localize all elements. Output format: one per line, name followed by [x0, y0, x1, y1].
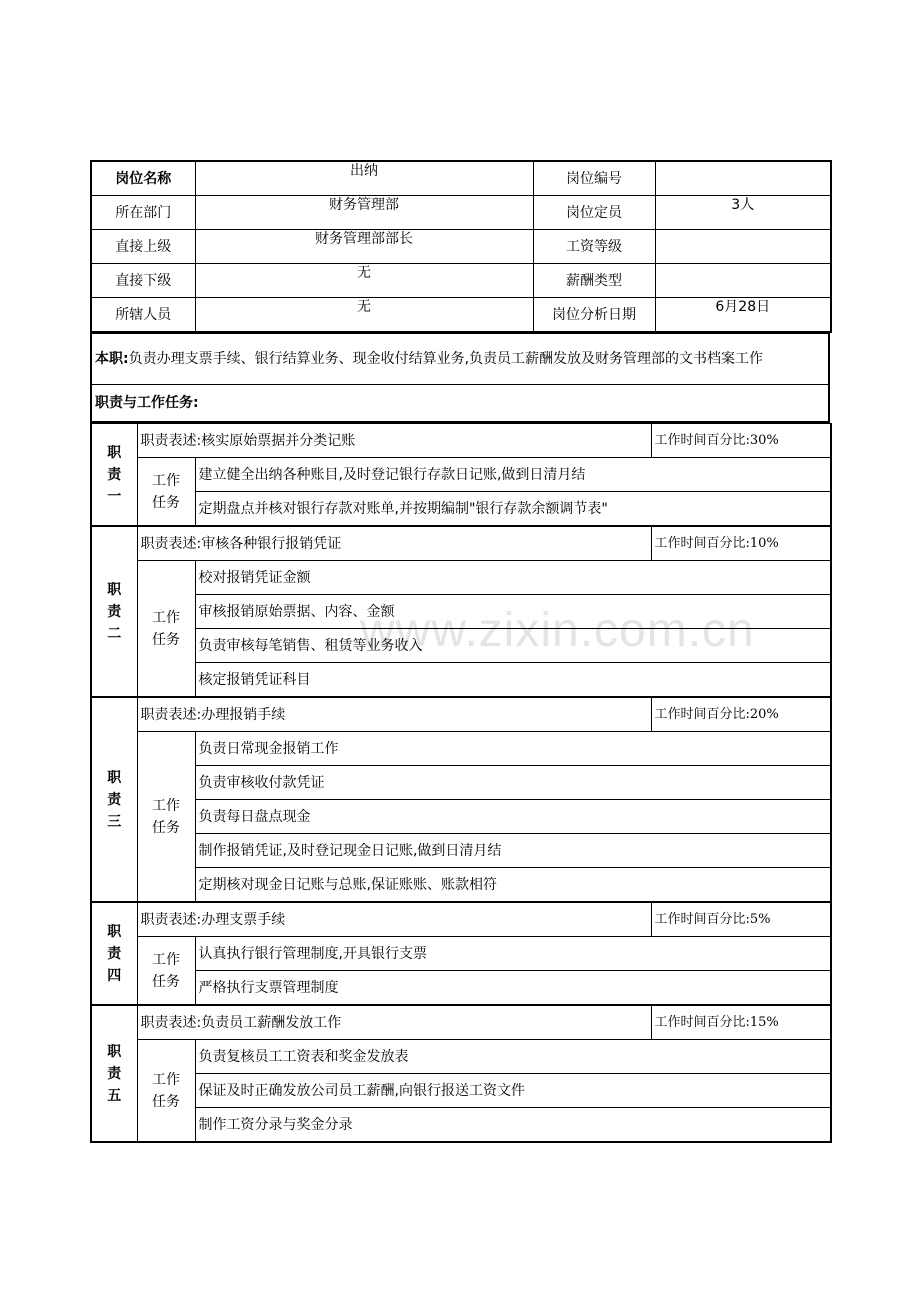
- summary-text: 负责办理支票手续、银行结算业务、现金收付结算业务,负责员工薪酬发放及财务管理部的文书档案工作: [128, 351, 764, 367]
- task-row: [91, 1040, 831, 1074]
- field-label: 直接上级: [91, 230, 195, 264]
- task-item: 认真执行银行管理制度,开具银行支票: [195, 937, 831, 971]
- task-item: 校对报销凭证金额: [195, 561, 831, 595]
- time-percentage: 工作时间百分比:30%: [651, 424, 831, 458]
- field-value: 无: [195, 264, 533, 298]
- task-row: [91, 663, 831, 698]
- duty-name: 职责四: [91, 902, 137, 1005]
- task-item: 负责复核员工工资表和奖金发放表: [195, 1040, 831, 1074]
- task-row: [91, 492, 831, 527]
- field-label: 薪酬类型: [533, 264, 655, 298]
- task-row: [91, 561, 831, 595]
- task-item: 定期核对现金日记账与总账,保证账账、账款相符: [195, 868, 831, 903]
- field-label: 岗位编号: [533, 161, 655, 196]
- summary-cell: [91, 334, 829, 385]
- task-item: 负责每日盘点现金: [195, 800, 831, 834]
- task-row: [91, 766, 831, 800]
- header-row: [91, 264, 831, 298]
- time-percentage: 工作时间百分比:10%: [651, 526, 831, 561]
- task-row: [91, 629, 831, 663]
- task-item: 负责日常现金报销工作: [195, 732, 831, 766]
- task-row: [91, 800, 831, 834]
- task-label: 工作任务: [137, 732, 195, 903]
- task-row: [91, 1108, 831, 1143]
- task-item: 负责审核收付款凭证: [195, 766, 831, 800]
- task-row: [91, 971, 831, 1006]
- task-row: [91, 868, 831, 903]
- field-value: 6月28日: [655, 298, 831, 333]
- task-row: [91, 595, 831, 629]
- field-value: [655, 264, 831, 298]
- duty-name: 职责一: [91, 424, 137, 527]
- summary-table: [90, 333, 830, 423]
- task-item: 审核报销原始票据、内容、金额: [195, 595, 831, 629]
- duty-desc-row: [91, 902, 831, 937]
- task-item: 制作报销凭证,及时登记现金日记账,做到日清月结: [195, 834, 831, 868]
- task-row: [91, 834, 831, 868]
- field-label: 所辖人员: [91, 298, 195, 333]
- duty-desc-row: [91, 526, 831, 561]
- duty-description: 职责表述:办理支票手续: [137, 902, 651, 937]
- duty-description: 职责表述:负责员工薪酬发放工作: [137, 1005, 651, 1040]
- duty-desc-row: [91, 697, 831, 732]
- watermark: www.zixin.com.cn: [360, 604, 755, 657]
- field-value: [655, 230, 831, 264]
- field-label: 所在部门: [91, 196, 195, 230]
- section-title: 职责与工作任务:: [91, 385, 829, 423]
- duties-table: [90, 423, 832, 1143]
- header-row: [91, 161, 831, 196]
- field-value: 无: [195, 298, 533, 333]
- field-value: 3人: [655, 196, 831, 230]
- field-value: 财务管理部部长: [195, 230, 533, 264]
- field-value: 财务管理部: [195, 196, 533, 230]
- duty-name: 职责三: [91, 697, 137, 902]
- header-table: [90, 160, 832, 333]
- task-row: [91, 732, 831, 766]
- task-item: 保证及时正确发放公司员工薪酬,向银行报送工资文件: [195, 1074, 831, 1108]
- time-percentage: 工作时间百分比:5%: [651, 902, 831, 937]
- task-item: 建立健全出纳各种账目,及时登记银行存款日记账,做到日清月结: [195, 458, 831, 492]
- time-percentage: 工作时间百分比:20%: [651, 697, 831, 732]
- task-item: 制作工资分录与奖金分录: [195, 1108, 831, 1143]
- task-item: 核定报销凭证科目: [195, 663, 831, 698]
- field-label: 直接下级: [91, 264, 195, 298]
- field-label: 工资等级: [533, 230, 655, 264]
- duty-description: 职责表述:审核各种银行报销凭证: [137, 526, 651, 561]
- task-label: 工作任务: [137, 458, 195, 527]
- field-label: 岗位分析日期: [533, 298, 655, 333]
- duty-description: 职责表述:核实原始票据并分类记账: [137, 424, 651, 458]
- duty-name: 职责五: [91, 1005, 137, 1142]
- header-row: [91, 196, 831, 230]
- field-label: 岗位名称: [91, 161, 195, 196]
- header-row: [91, 230, 831, 264]
- duty-name: 职责二: [91, 526, 137, 697]
- task-row: [91, 937, 831, 971]
- duty-desc-row: [91, 424, 831, 458]
- task-item: 定期盘点并核对银行存款对账单,并按期编制"银行存款余额调节表": [195, 492, 831, 527]
- duty-desc-row: [91, 1005, 831, 1040]
- field-value: [655, 161, 831, 196]
- task-item: 负责审核每笔销售、租赁等业务收入: [195, 629, 831, 663]
- task-row: [91, 1074, 831, 1108]
- task-label: 工作任务: [137, 1040, 195, 1143]
- task-item: 严格执行支票管理制度: [195, 971, 831, 1006]
- summary-label: 本职:: [95, 351, 129, 367]
- header-row: [91, 298, 831, 333]
- field-value: 出纳: [195, 161, 533, 196]
- task-label: 工作任务: [137, 937, 195, 1006]
- task-row: [91, 458, 831, 492]
- duty-description: 职责表述:办理报销手续: [137, 697, 651, 732]
- task-label: 工作任务: [137, 561, 195, 698]
- job-description-form: [90, 160, 830, 1143]
- field-label: 岗位定员: [533, 196, 655, 230]
- time-percentage: 工作时间百分比:15%: [651, 1005, 831, 1040]
